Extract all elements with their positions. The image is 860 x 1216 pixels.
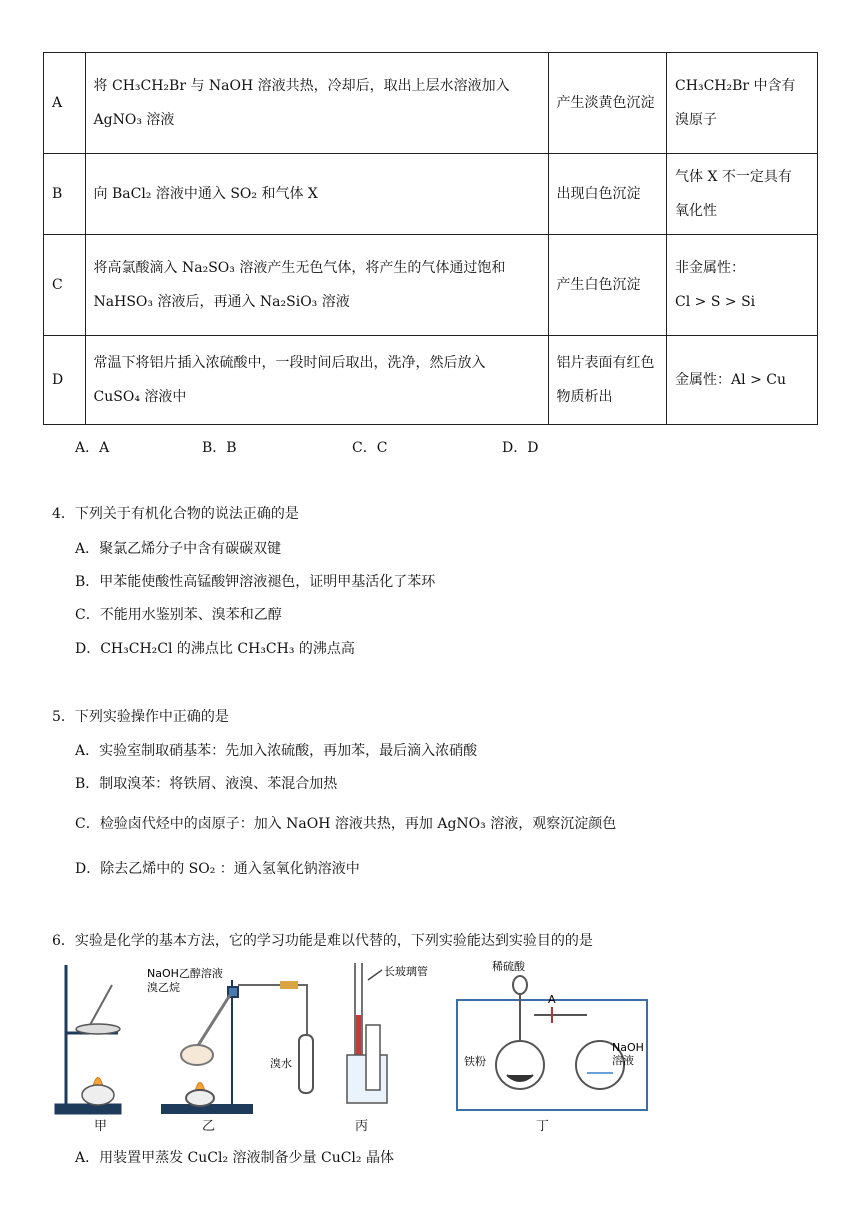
q3-option-d[interactable]: D．D	[502, 440, 539, 456]
operation-cell: 将 CH₃CH₂Br 与 NaOH 溶液共热，冷却后，取出上层水溶液加入 AgNO₃ 溶液	[85, 53, 548, 154]
label-bromine-water: 溴水	[270, 1057, 292, 1070]
q5-stem: 5．下列实验操作中正确的是	[52, 709, 229, 725]
phenomenon-cell: 产生白色沉淀	[548, 235, 667, 336]
caption-ding: 丁	[536, 1119, 550, 1134]
phenomenon-cell: 出现白色沉淀	[548, 154, 667, 235]
q6-stem: 6．实验是化学的基本方法，它的学习功能是难以代替的，下列实验能达到实验目的的是	[52, 933, 593, 949]
q3-option-b[interactable]: B．B	[202, 440, 237, 456]
caption-bing: 丙	[355, 1119, 369, 1134]
conclusion-cell: CH₃CH₂Br 中含有 溴原子	[667, 53, 818, 154]
row-label: C	[44, 235, 86, 336]
apparatus-figure	[52, 955, 652, 1135]
conclusion-cell: 非金属性： Cl > S > Si	[667, 235, 818, 336]
q4-option-b[interactable]: B．甲苯能使酸性高锰酸钾溶液褪色，证明甲基活化了苯环	[75, 574, 436, 590]
q3-option-a[interactable]: A．A	[75, 440, 110, 456]
table-row	[44, 235, 818, 336]
row-label: A	[44, 53, 86, 154]
operation-cell: 常温下将铝片插入浓硫酸中，一段时间后取出，洗净，然后放入 CuSO₄ 溶液中	[85, 336, 548, 425]
label-naoh: NaOH	[612, 1041, 644, 1054]
table-row	[44, 53, 818, 154]
label-dilute-sulfuric-acid: 稀硫酸	[492, 960, 525, 973]
row-label: B	[44, 154, 86, 235]
q6-option-a[interactable]: A．用装置甲蒸发 CuCl₂ 溶液制备少量 CuCl₂ 晶体	[75, 1150, 394, 1166]
conclusion-cell: 金属性：Al > Cu	[667, 336, 818, 425]
apparatus-jia	[56, 965, 120, 1113]
q4-option-a[interactable]: A．聚氯乙烯分子中含有碳碳双键	[75, 541, 282, 557]
q4-option-d[interactable]: D．CH₃CH₂Cl 的沸点比 CH₃CH₃ 的沸点高	[75, 641, 355, 657]
label-solution: 溶液	[612, 1054, 634, 1067]
q5-option-a[interactable]: A．实验室制取硝基苯：先加入浓硫酸，再加苯，最后滴入浓硝酸	[75, 743, 478, 759]
apparatus-bing	[347, 963, 387, 1103]
apparatus-yi	[162, 980, 313, 1113]
phenomenon-cell: 产生淡黄色沉淀	[548, 53, 667, 154]
caption-jia: 甲	[94, 1119, 108, 1134]
q5-option-b[interactable]: B．制取溴苯：将铁屑、液溴、苯混合加热	[75, 776, 338, 792]
q3-option-c[interactable]: C．C	[352, 440, 388, 456]
label-long-glass-tube: 长玻璃管	[384, 965, 428, 978]
q4-option-c[interactable]: C．不能用水鉴别苯、溴苯和乙醇	[75, 607, 282, 623]
label-iron-powder: 铁粉	[464, 1055, 486, 1068]
q5-option-c[interactable]: C．检验卤代烃中的卤原子：加入 NaOH 溶液共热，再加 AgNO₃ 溶液，观察沉淀颜色	[75, 816, 617, 832]
label-naoh-ethanol: NaOH乙醇溶液	[147, 967, 223, 980]
caption-yi: 乙	[202, 1119, 216, 1134]
row-label: D	[44, 336, 86, 425]
phenomenon-cell: 铝片表面有红色 物质析出	[548, 336, 667, 425]
table-row	[44, 336, 818, 425]
operation-cell: 将高氯酸滴入 Na₂SO₃ 溶液产生无色气体，将产生的气体通过饱和 NaHSO₃ 溶液后，再通入 Na₂SiO₃ 溶液	[85, 235, 548, 336]
q4-stem: 4．下列关于有机化合物的说法正确的是	[52, 506, 299, 522]
operation-cell: 向 BaCl₂ 溶液中通入 SO₂ 和气体 X	[85, 154, 548, 235]
label-bromoethane: 溴乙烷	[147, 981, 180, 994]
apparatus-diagram	[52, 955, 652, 1135]
table-row	[44, 154, 818, 235]
experiment-table	[43, 52, 818, 425]
conclusion-cell: 气体 X 不一定具有 氧化性	[667, 154, 818, 235]
q5-option-d[interactable]: D．除去乙烯中的 SO₂ ：通入氢氧化钠溶液中	[75, 861, 360, 877]
label-clamp-a: A	[548, 993, 556, 1006]
